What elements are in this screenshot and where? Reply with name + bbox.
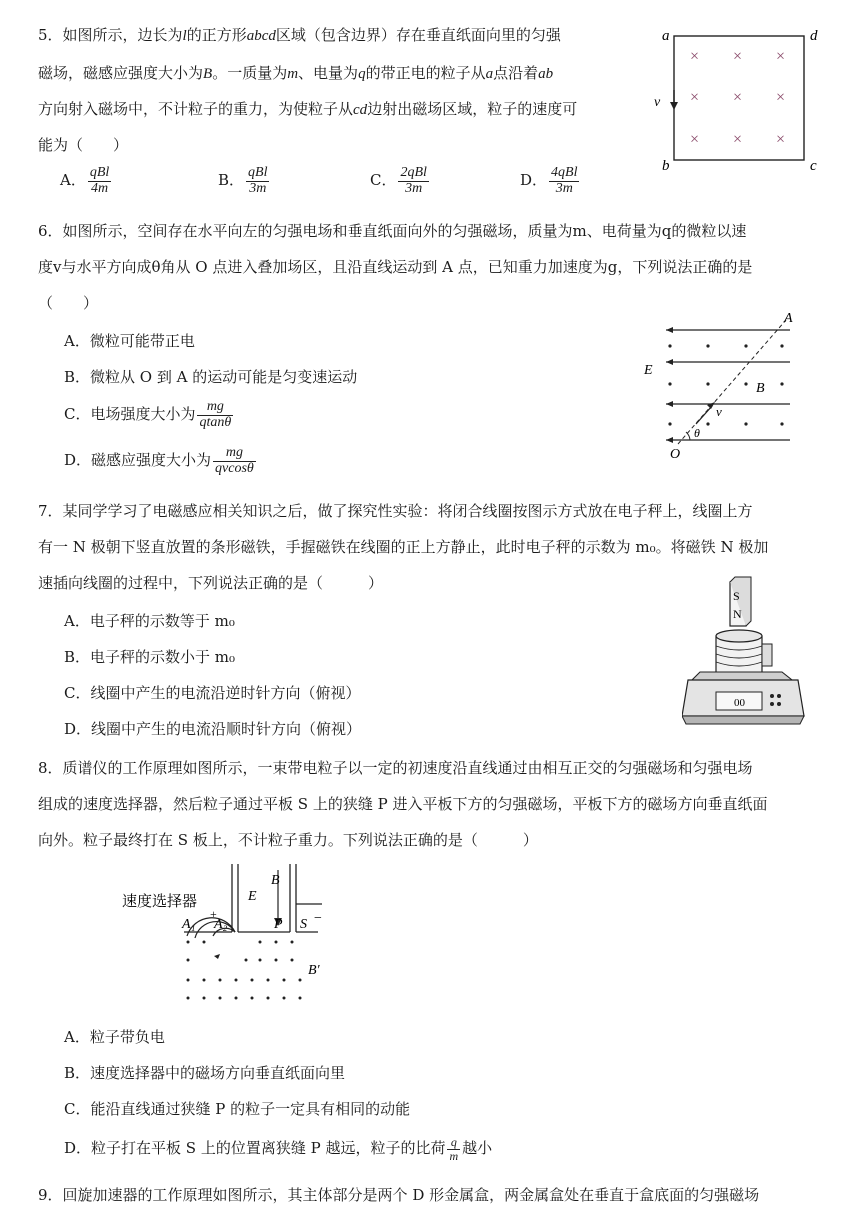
q5-line3: 方向射入磁场中，不计粒子的重力，为使粒子从cd边射出磁场区域，粒子的速度可 bbox=[38, 100, 578, 118]
q7-figure-electronic-scale bbox=[682, 576, 812, 728]
corner-a: a bbox=[662, 28, 670, 44]
q5-option-d[interactable]: D． $\frac{\text{4qBl}}{3m}$ bbox=[520, 165, 578, 196]
minus-sign: − bbox=[314, 911, 322, 926]
magnetic-field-crosses bbox=[690, 48, 785, 148]
q7-option-b[interactable]: B．电子秤的示数小于 m₀ bbox=[64, 648, 236, 666]
q7-line3: 速插向线圈的过程中，下列说法正确的是（ ） bbox=[38, 574, 384, 592]
q8-line1: 8．质谱仪的工作原理如图所示，一束带电粒子以一定的初速度沿直线通过由相互正交的匀强磁场和匀强电场 bbox=[38, 759, 753, 777]
corner-d: d bbox=[810, 28, 818, 44]
q6-line3: （ ） bbox=[38, 294, 99, 312]
q5-option-b[interactable]: B． $\frac{\text{qBl}}{3m}$ bbox=[218, 165, 268, 196]
field-e-label: E bbox=[248, 889, 257, 904]
svg-text:×: × bbox=[733, 89, 743, 106]
magnetic-field-dots bbox=[187, 941, 302, 1000]
q9-line1: 9．回旋加速器的工作原理如图所示，其主体部分是两个 D 形金属盒，两金属盒处在垂直于盒底面的匀强磁场 bbox=[38, 1186, 760, 1204]
field-b-label: B bbox=[271, 873, 280, 888]
svg-text:N: N bbox=[733, 607, 742, 621]
q5-line2: 磁场，磁感应强度大小为B。一质量为m、电量为q的带正电的粒子从a点沿着ab bbox=[38, 64, 554, 82]
field-b-prime-label: B′ bbox=[308, 963, 320, 978]
svg-text:×: × bbox=[776, 89, 786, 106]
velocity-arrowhead bbox=[670, 102, 678, 110]
q6-option-b[interactable]: B．微粒从 O 到 A 的运动可能是匀变速运动 bbox=[64, 368, 358, 386]
a1-label: A₁ bbox=[182, 917, 196, 932]
q6-option-a[interactable]: A．微粒可能带正电 bbox=[64, 332, 195, 350]
plate-s-label: S bbox=[300, 917, 307, 932]
scale-display: 00 bbox=[734, 697, 745, 709]
field-b-label: B bbox=[756, 381, 765, 396]
svg-text:×: × bbox=[776, 131, 786, 148]
q5-option-c[interactable]: C． $\frac{\text{2qBl}}{3m}$ bbox=[370, 165, 427, 196]
coil bbox=[716, 630, 772, 674]
theta-label: θ bbox=[694, 426, 700, 440]
point-o-label: O bbox=[670, 447, 681, 462]
plus-sign: + bbox=[210, 907, 217, 921]
q5-line1: 5．如图所示，边长为l的正方形abcd区域（包含边界）存在垂直纸面向里的匀强 bbox=[38, 26, 561, 44]
q7-option-c[interactable]: C．线圈中产生的电流沿逆时针方向（俯视） bbox=[64, 684, 361, 702]
svg-text:×: × bbox=[733, 48, 743, 65]
magnetic-field-dots bbox=[668, 344, 783, 425]
svg-text:×: × bbox=[690, 131, 700, 148]
svg-text:S: S bbox=[733, 589, 740, 603]
q5-figure-square-field bbox=[650, 22, 830, 174]
q8-line2: 组成的速度选择器，然后粒子通过平板 S 上的狭缝 P 进入平板下方的匀强磁场，平板下方的磁场方向垂直纸面 bbox=[38, 795, 768, 813]
q5-line4: 能为（ ） bbox=[38, 136, 129, 154]
bar-magnet bbox=[730, 577, 751, 626]
scale-body bbox=[682, 672, 804, 724]
electric-field-lines bbox=[666, 330, 790, 440]
velocity-label: v bbox=[654, 95, 661, 110]
svg-text:×: × bbox=[776, 48, 786, 65]
velocity-arrowhead bbox=[707, 402, 715, 409]
q6-option-d[interactable]: D．磁感应强度大小为 $\frac{mg}{qvcos\theta}$ bbox=[64, 445, 254, 476]
q8-option-d[interactable]: D．粒子打在平板 S 上的位置离狭缝 P 越远，粒子的比荷 $\frac{q}{m}$ 越小 bbox=[64, 1135, 493, 1163]
q6-figure-crossed-fields bbox=[636, 306, 804, 462]
point-a-label: A bbox=[784, 311, 793, 326]
slit-p-label: P bbox=[274, 917, 283, 932]
q6-option-c[interactable]: C．电场强度大小为 $\frac{mg}{qtan\theta}$ bbox=[64, 399, 232, 430]
corner-c: c bbox=[810, 158, 817, 174]
q8-option-c[interactable]: C．能沿直线通过狭缝 P 的粒子一定具有相同的动能 bbox=[64, 1100, 411, 1118]
q6-line2: 度v与水平方向成θ角从 O 点进入叠加场区，且沿直线运动到 A 点，已知重力加速度为g，下列说法正确的是 bbox=[38, 258, 753, 276]
q7-line1: 7．某同学学习了电磁感应相关知识之后，做了探究性实验：将闭合线圈按图示方式放在电子秤上，线圈上方 bbox=[38, 502, 753, 520]
velocity-selector-label: 速度选择器 bbox=[122, 894, 198, 910]
q7-line2: 有一 N 极朝下竖直放置的条形磁铁，手握磁铁在线圈的正上方静止，此时电子秤的示数为 m₀。将磁铁 N 极加 bbox=[38, 538, 769, 556]
corner-b: b bbox=[662, 158, 670, 174]
velocity-label: v bbox=[716, 404, 722, 419]
q6-line1: 6．如图所示，空间存在水平向左的匀强电场和垂直纸面向外的匀强磁场，质量为m、电荷量为q的微粒以速 bbox=[38, 222, 747, 240]
selector-plates bbox=[232, 864, 296, 932]
svg-text:×: × bbox=[690, 48, 700, 65]
a2-label: A₂ bbox=[214, 917, 228, 932]
q7-option-d[interactable]: D．线圈中产生的电流沿顺时针方向（俯视） bbox=[64, 720, 362, 738]
q8-option-a[interactable]: A．粒子带负电 bbox=[64, 1028, 165, 1046]
q8-line3: 向外。粒子最终打在 S 板上，不计粒子重力。下列说法正确的是（ ） bbox=[38, 831, 538, 849]
q7-option-a[interactable]: A．电子秤的示数等于 m₀ bbox=[64, 612, 235, 630]
q8-option-b[interactable]: B．速度选择器中的磁场方向垂直纸面向里 bbox=[64, 1064, 346, 1082]
svg-text:×: × bbox=[733, 131, 743, 148]
field-e-label: E bbox=[644, 363, 653, 378]
q5-option-a[interactable]: A． $\frac{\text{qBl}}{4m}$ bbox=[60, 165, 110, 196]
velocity-arrow bbox=[696, 406, 712, 424]
svg-text:×: × bbox=[690, 89, 700, 106]
q8-figure-mass-spectrometer bbox=[118, 860, 348, 1010]
